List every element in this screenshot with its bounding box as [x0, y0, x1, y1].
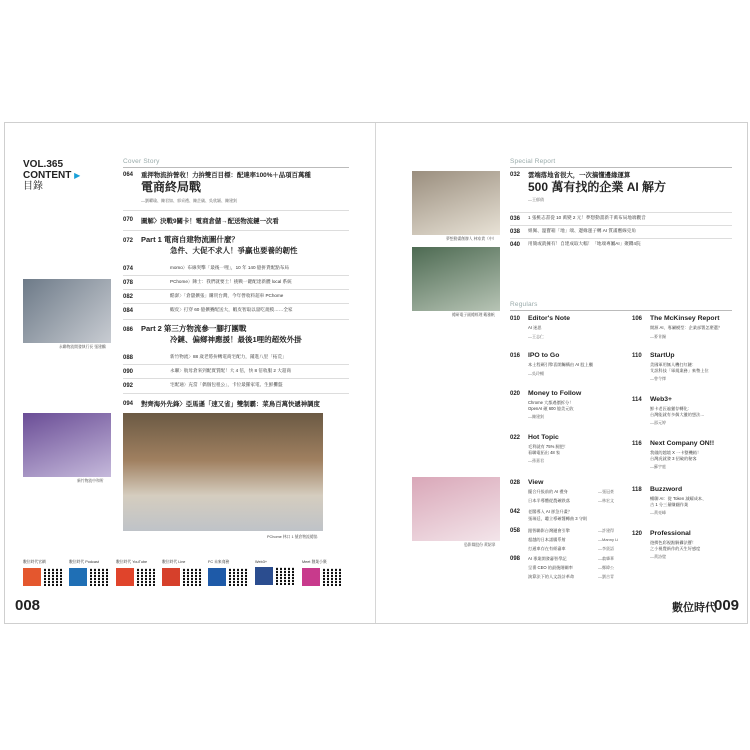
brand-logo: 數位時代: [672, 602, 716, 614]
regular-num: 110: [632, 353, 642, 359]
divider: [123, 230, 349, 231]
fc-logo-icon: [208, 568, 226, 586]
social-label: 數位時代 Line: [162, 560, 186, 564]
divider: [510, 238, 732, 239]
regular-title: Next Company ON!!: [650, 440, 715, 447]
section-divider: [510, 310, 732, 311]
regular-author: —曾令懌: [650, 376, 666, 381]
part1-num: 072: [123, 238, 134, 244]
regular-line: 鮮卡老匠遍獵存轉化：: [650, 406, 692, 411]
photo-founders: [412, 171, 500, 235]
part2-item-text: 新竹物流〉88 歲老將拚轉電商宅配力，鋪進八里「拓荒」: [170, 354, 287, 359]
part1-item-num: 078: [123, 280, 134, 286]
social-block: [208, 560, 248, 586]
part2-item-text: 永聯〉航母倉來到配實質配！大 4 倍，快 8 倍收服 2 大超商: [170, 368, 291, 373]
regular-line: 毛利就有 75% 腿把！: [528, 444, 569, 449]
regular-title: Hot Topic: [528, 434, 559, 441]
view-row-author: —Manny Li: [598, 537, 619, 542]
cover-kicker: 重押物流拚營收！力拚雙百目標：配達率100%＋品項百萬種: [141, 172, 311, 179]
social-label: 數位時代官網: [23, 560, 46, 564]
view-row-num: 058: [510, 528, 521, 534]
view-row-author: —張冠豪: [598, 489, 614, 494]
photo-logistics-center: [23, 413, 111, 477]
regular-author: —孫嘉君: [528, 458, 544, 463]
view-row-text: AI 專業開發審智學記: [528, 556, 567, 561]
item-070-title: 圖解〉決戰9關卡！電商倉儲→配送物流鏈一次看: [141, 218, 279, 225]
cover-page-num: 064: [123, 172, 134, 178]
regular-author: —麥肯錫: [650, 334, 666, 339]
regular-line: Chrome 大都遇價拆分！: [528, 400, 574, 405]
view-row-author: —翁肇華: [598, 556, 614, 561]
social-block: [23, 560, 63, 586]
cover-story-label: Cover Story: [123, 158, 160, 165]
regular-title: Editor's Note: [528, 315, 571, 322]
divider: [123, 210, 349, 211]
regular-num: 020: [510, 391, 521, 397]
part1-title: Part 1 電商自建物流圖什麼？: [141, 235, 239, 244]
divider: [123, 364, 349, 365]
social-label: Meet 創業小聚: [302, 560, 327, 564]
part1-item-text: momo〉布線突擊「最後一哩」，10 年 140 億拼貨配點布局: [170, 265, 289, 270]
part2-title: Part 2 第三方物流參一腳打團戰: [141, 324, 247, 333]
social-label: FC 未來商務: [208, 560, 230, 564]
part1-item-text: PChome〉陳士：我們就要土！挑戰一鍵配達新體 local 系統: [170, 279, 292, 284]
special-item-num: 040: [510, 242, 521, 248]
mulu-label: 目錄: [23, 181, 43, 192]
view-row-author: —劉吉青: [598, 574, 614, 579]
view-row-num: 042: [510, 509, 521, 515]
regular-num: 022: [510, 435, 521, 441]
regular-title: Money to Follow: [528, 390, 582, 397]
podcast-logo-icon: [69, 568, 87, 586]
special-item-text: 1 張桃志書從 10 萬變 2 元！夢想動畫新千萬布局地端觀音: [528, 215, 646, 220]
social-block: [302, 560, 342, 586]
photo-executive: [23, 279, 111, 343]
item-070-num: 070: [123, 217, 134, 223]
divider: [123, 275, 349, 276]
view-row-author: —李贤語: [598, 546, 614, 551]
photo-caption: PChome 林口 1 號倉物流總協: [267, 535, 318, 539]
triangle-arrow-icon: ▶: [74, 171, 81, 180]
view-title: View: [528, 479, 544, 486]
regular-line: 開源 AI、專屬模型：企業部署怎麼選？: [650, 325, 723, 330]
page-number: 008: [15, 597, 41, 614]
special-report-label: Special Report: [510, 158, 556, 165]
youtube-logo-icon: [116, 568, 134, 586]
divider: [510, 225, 732, 226]
view-row-author: —許建得: [598, 528, 614, 533]
part1-item-text: 蝦皮〉打穿 60 億擴賽配送大，蝦皮智取以量吃規模……全家: [170, 307, 293, 312]
regular-author: —黃詩璧: [650, 554, 666, 559]
bnext-logo-icon: [23, 568, 41, 586]
special-item-num: 038: [510, 229, 521, 235]
regulars-label: Regulars: [510, 301, 538, 308]
view-row-text: 張瑞廷，聰立導確饕轉曲 3 守則: [528, 516, 588, 521]
regular-line: 我做的越境 X 一卡整機箱！: [650, 450, 702, 455]
regular-line: AI 迷思: [528, 325, 542, 330]
qr-code[interactable]: [183, 568, 201, 586]
regular-line: OpenAI 砸 600 億美元收: [528, 406, 574, 411]
view-row-text: 呈番 CEO 的最後階關率: [528, 565, 573, 570]
special-author: —王郁倩: [528, 197, 544, 202]
special-item-num: 036: [510, 216, 521, 222]
view-row-text: 日本半導體從農確跌落: [528, 498, 570, 503]
view-row-text: 演算法下的人文設計革命: [528, 574, 575, 579]
divider: [123, 319, 349, 320]
regular-title: Professional: [650, 530, 691, 537]
regular-line: 古 1 分三量賺翻作業: [650, 502, 689, 507]
part2-subtitle: 冷鏈、偏鄉神應援！最後1哩的超效外掛: [170, 335, 302, 344]
divider: [123, 303, 349, 304]
regular-num: 116: [632, 441, 642, 447]
web3-logo-icon: [255, 567, 273, 585]
part1-item-num: 084: [123, 308, 134, 314]
item-094-num: 094: [123, 401, 134, 407]
part2-item-num: 090: [123, 369, 134, 375]
view-row-author: —林宏文: [598, 498, 614, 503]
regular-line: 台灣虎就發 3 招破的秘客: [650, 456, 697, 461]
qr-code[interactable]: [276, 567, 294, 585]
regular-line: 看聯電拓出 48 家: [528, 450, 561, 455]
meet-logo-icon: [302, 568, 320, 586]
regular-author: —王志仁: [528, 334, 544, 339]
part1-item-text: 酷澎〉「倉儲擴張」購買台灣，今年營收料超車 PChome: [170, 293, 284, 298]
part1-item-num: 082: [123, 294, 134, 300]
part2-item-num: 092: [123, 383, 134, 389]
divider: [123, 393, 349, 394]
photo-woman: [412, 477, 500, 541]
view-row-num: 098: [510, 556, 521, 562]
photo-caption: 永聯物流開發執行長 張建鵬: [59, 345, 106, 349]
social-label: 數位時代 Podcast: [69, 560, 99, 564]
photo-warehouse: [123, 413, 323, 531]
magazine-spread: [4, 122, 748, 624]
photo-executive: [412, 247, 500, 311]
view-row-text: 老闆導入 AI 卻急升畫？: [528, 509, 572, 514]
social-block: [162, 560, 202, 586]
regular-author: —吳玲暢: [528, 371, 544, 376]
right-page: [376, 123, 746, 623]
line-logo-icon: [162, 568, 180, 586]
social-label: 數位時代 YouTube: [116, 560, 148, 564]
part1-subtitle: 急件、大促不求人！爭贏也要養的韌性: [170, 246, 298, 255]
regular-author: —陳建釗: [528, 414, 544, 419]
photo-caption: 夢想動畫創辦人 林家貴（中）: [446, 237, 497, 241]
regular-title: The McKinsey Report: [650, 315, 720, 322]
social-block: [255, 560, 295, 585]
qr-code[interactable]: [44, 568, 62, 586]
cover-headline: 電商終局戰: [141, 180, 202, 194]
divider: [123, 289, 349, 290]
regular-author: —蘇宇庭: [650, 464, 666, 469]
regular-title: StartUp: [650, 352, 675, 359]
photo-caption: 總研電子副總經理 戴雅帆: [452, 313, 495, 317]
qr-code[interactable]: [90, 568, 108, 586]
qr-code[interactable]: [137, 568, 155, 586]
divider: [510, 212, 732, 213]
social-block: [116, 560, 156, 586]
regular-num: 106: [632, 316, 643, 322]
cover-authors: —劉曜瑜、陳君如、郭采禮、陳芷儀、吳欣穎、陳建釗: [141, 198, 237, 203]
volume-number: VOL.365: [23, 159, 64, 170]
view-row-text: 跟智聯影台灣邊會引擎: [528, 528, 570, 533]
part2-item-num: 088: [123, 355, 134, 361]
qr-code[interactable]: [323, 568, 341, 586]
view-row-author: —鄭緯公: [598, 565, 614, 570]
divider: [123, 378, 349, 379]
regular-title: IPO to Go: [528, 352, 560, 359]
regular-num: 118: [632, 487, 642, 493]
view-row-text: 超越的日本諾腸系射: [528, 537, 566, 542]
section-divider: [510, 167, 732, 168]
special-kicker: 雲端落地省很大，一次搞懂邊緣運算: [528, 172, 631, 179]
regular-line: 本土程碼引擎喜開觸構由 AI 股上櫃: [528, 362, 593, 367]
part2-item-text: 宅配通〉充當「偶個包租公」，卡位最羅家電、生鮮攤盤: [170, 382, 283, 387]
qr-code[interactable]: [229, 568, 247, 586]
regular-num: 010: [510, 316, 521, 322]
regular-line: 美國軍用無人機打紅鏈：: [650, 362, 697, 367]
regular-line: 台灣能就有多偶大獵的想法…: [650, 412, 705, 417]
regular-line: 遊擠色彩視點解攝法寶！: [650, 540, 697, 545]
left-page: [5, 123, 375, 623]
regular-num: 114: [632, 397, 642, 403]
item-094-title: 對齊海外先鋒〉亞馬遜「速又省」雙制霸：菜鳥百萬快遞神調度: [141, 401, 320, 408]
special-headline: 500 萬有找的企業 AI 解方: [528, 180, 667, 194]
section-divider: [123, 167, 349, 168]
regular-title: Web3+: [650, 396, 672, 403]
regular-num: 120: [632, 531, 643, 537]
view-row-text: 打通車存在有經審車: [528, 546, 566, 551]
special-page-num: 032: [510, 172, 521, 178]
page-number: 009: [714, 597, 740, 614]
social-label: Web3+: [255, 560, 268, 564]
regular-line: 暢聊 AI：從 Token 減耀成本、: [650, 496, 707, 501]
content-heading: CONTENT ▶: [23, 170, 81, 181]
social-block: [69, 560, 109, 586]
regular-author: —黃亮峰: [650, 510, 666, 515]
view-num: 028: [510, 480, 521, 486]
regular-num: 016: [510, 353, 521, 359]
regular-line: 艾訊科技「軍規業務」來勢上位: [650, 368, 709, 373]
view-row-text: 擺合升級前的 AI 禮身: [528, 489, 568, 494]
part1-item-num: 074: [123, 266, 134, 272]
special-item-text: 姐佩、溫寶箱「地」端、邊緣運子轉 AI 質滿應線克角: [528, 228, 636, 233]
photo-caption: 新竹物流中和所: [77, 479, 104, 483]
regular-line: 之小視覺新作的天生好感度: [650, 546, 701, 551]
photo-caption: 恐影媒股份 黃紹寧: [464, 543, 496, 547]
regular-title: Buzzword: [650, 486, 683, 493]
part2-num: 086: [123, 327, 134, 333]
special-item-text: 用簡或就擁有！自建成取大幅！「地端專屬AI」聚鑽4院: [528, 241, 641, 246]
regular-author: —邵元婷: [650, 420, 666, 425]
